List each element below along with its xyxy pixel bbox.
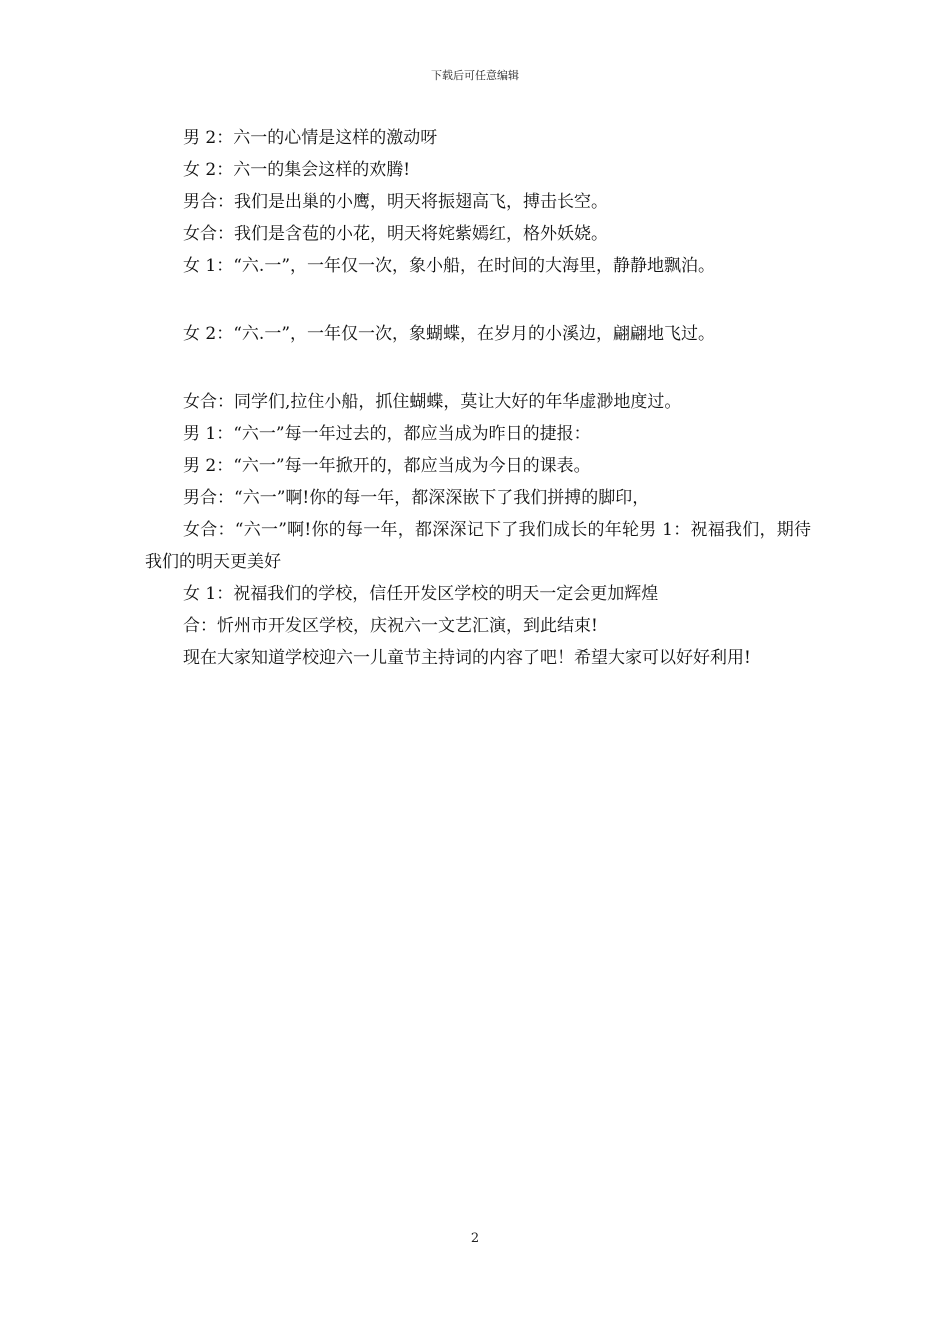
paragraph: 男 2：“六一”每一年掀开的，都应当成为今日的课表。 [183,456,591,476]
paragraph: 女合：同学们,拉住小船，抓住蝴蝶，莫让大好的年华虚渺地度过。 [183,392,682,412]
paragraph: 女 2：六一的集会这样的欢腾! [183,160,411,180]
paragraph: 女 1：祝福我们的学校，信任开发区学校的明天一定会更加辉煌 [183,584,659,604]
paragraph: 男 1：“六一”每一年过去的，都应当成为昨日的捷报： [183,424,591,444]
paragraph: 女合：我们是含苞的小花，明天将姹紫嫣红，格外妖娆。 [183,224,608,244]
paragraph: 女 1：“六.一”，一年仅一次，象小船，在时间的大海里，静静地飘泊。 [183,256,716,276]
paragraph: 女 2：“六.一”，一年仅一次，象蝴蝶，在岁月的小溪边，翩翩地飞过。 [183,324,716,344]
paragraph: 男 2：六一的心情是这样的激动呀 [183,128,438,148]
page-number: 2 [470,1231,480,1246]
paragraph: 女合：“六一”啊!你的每一年，都深深记下了我们成长的年轮男 1：祝福我们，期待我们的明天更美好 [145,520,811,572]
paragraph: 现在大家知道学校迎六一儿童节主持词的内容了吧！希望大家可以好好利用! [183,648,751,668]
paragraph: 男合：我们是出巢的小鹰，明天将振翅高飞，搏击长空。 [183,192,608,212]
paragraph: 男合：“六一”啊!你的每一年，都深深嵌下了我们拼搏的脚印， [183,488,650,508]
paragraph: 合：忻州市开发区学校，庆祝六一文艺汇演，到此结束! [183,616,598,636]
page-header: 下载后可任意编辑 [431,69,519,82]
document-body [145,122,811,674]
